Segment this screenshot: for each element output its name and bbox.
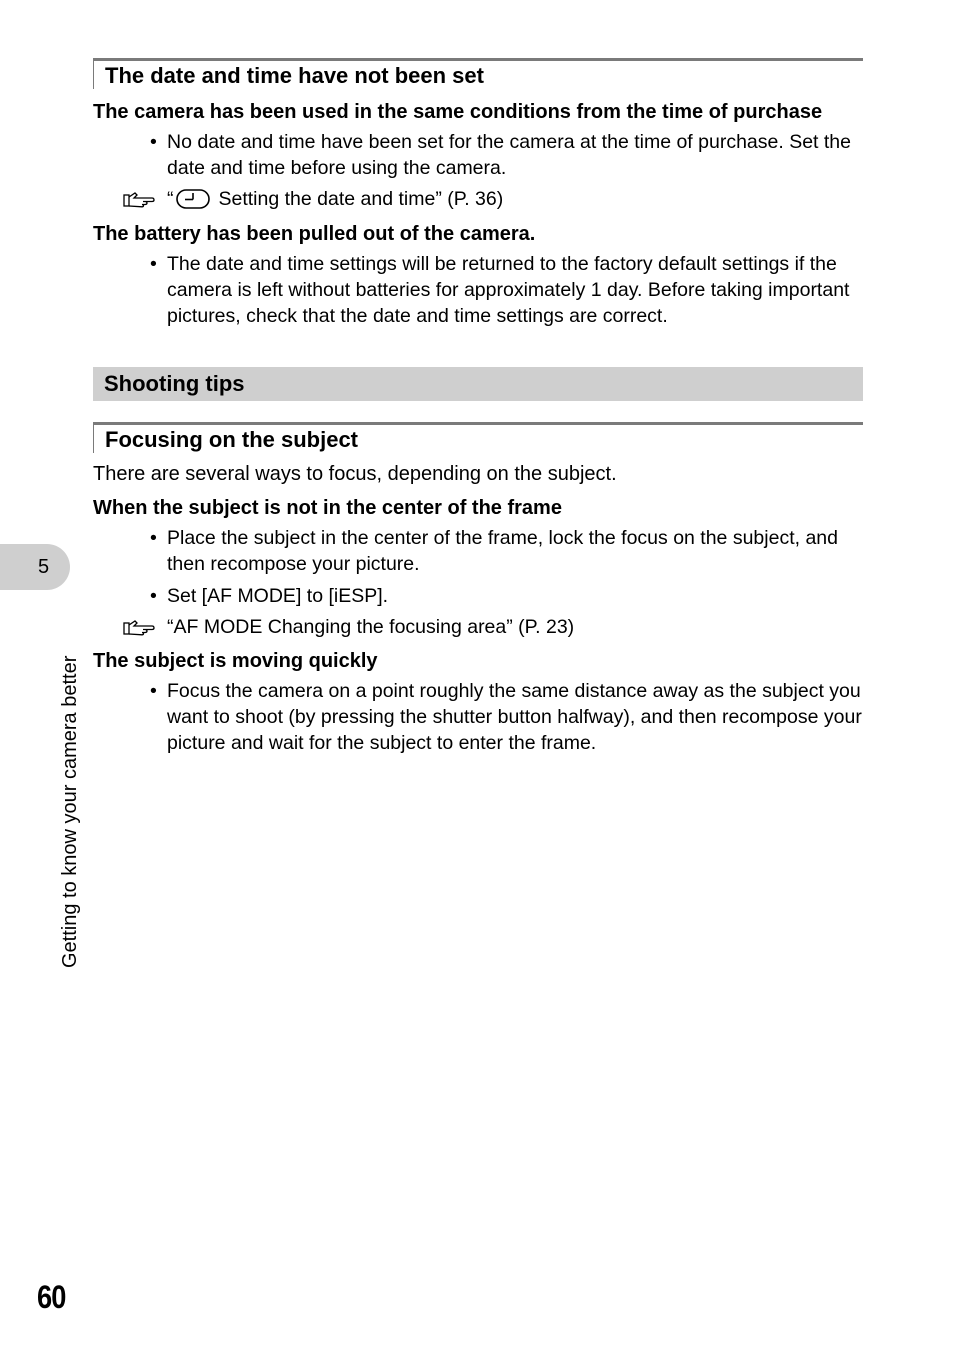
list-item	[93, 525, 863, 577]
chapter-title: Getting to know your camera better	[59, 655, 81, 968]
reference-text: “AF MODE Changing the focusing area” (P. 23)	[167, 616, 575, 638]
bullet-dot: •	[150, 585, 157, 607]
bullet-text: Focus the camera on a point roughly the same distance away as the subject you want to shoot (by pressing the shutter button halfway), and then recompose your picture and wait for the subject to enter the frame.	[167, 680, 862, 754]
subheading-not-centered: When the subject is not in the center of the frame	[93, 497, 562, 519]
subheading-same-conditions: The camera has been used in the same conditions from the time of purchase	[93, 101, 823, 123]
intro-paragraph: There are several ways to focus, depending on the subject.	[93, 463, 617, 485]
page-content	[93, 58, 863, 756]
page-number: 60	[37, 1279, 66, 1315]
list-item	[93, 129, 863, 181]
list-item	[93, 678, 863, 756]
quote-open: “	[167, 188, 174, 210]
bullet-dot: •	[150, 680, 157, 702]
bullet-text: The date and time settings will be returned to the factory default settings if the camera is left without batteries for approximately 1 day. Before taking important pictures, check that the date and time settings are correct.	[167, 253, 850, 327]
chapter-tab	[0, 544, 70, 590]
clock-icon	[176, 189, 210, 209]
bullet-dot: •	[150, 253, 157, 275]
list-item	[93, 251, 863, 329]
bullet-dot: •	[150, 527, 157, 549]
reference-line	[93, 614, 863, 640]
list-item	[93, 583, 863, 609]
pointing-hand-icon	[122, 618, 158, 636]
section-band-shooting-tips: Shooting tips	[93, 367, 863, 401]
bullet-text: Set [AF MODE] to [iESP].	[167, 585, 389, 607]
section-heading-focusing: Focusing on the subject	[93, 422, 863, 453]
bullet-dot: •	[150, 131, 157, 153]
bullet-text: No date and time have been set for the camera at the time of purchase. Set the date and time before using the camera.	[167, 131, 851, 179]
reference-text: Setting the date and time” (P. 36)	[218, 188, 504, 210]
reference-line	[93, 186, 863, 212]
subheading-moving-quickly: The subject is moving quickly	[93, 650, 378, 672]
subheading-battery: The battery has been pulled out of the camera.	[93, 223, 536, 245]
section-heading-date-time: The date and time have not been set	[93, 58, 863, 89]
bullet-text: Place the subject in the center of the frame, lock the focus on the subject, and then recompose your picture.	[167, 527, 838, 575]
pointing-hand-icon	[122, 190, 158, 208]
chapter-number: 5	[38, 556, 50, 578]
